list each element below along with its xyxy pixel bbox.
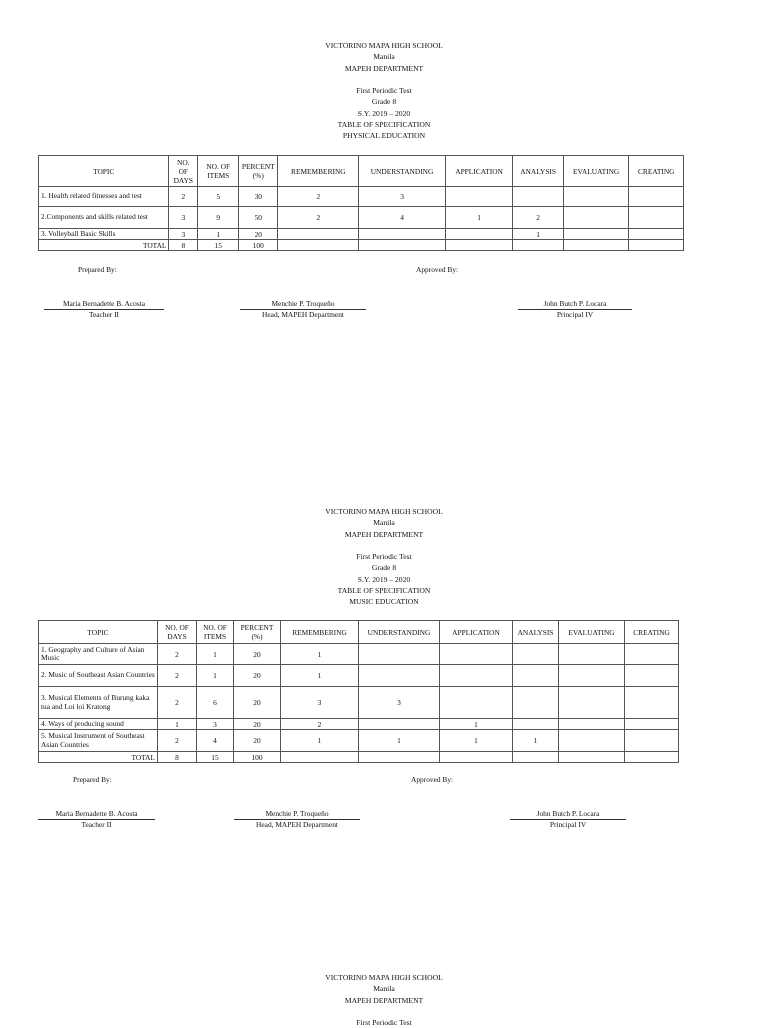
cell — [629, 187, 684, 207]
cell — [625, 752, 679, 763]
cell: 4 — [197, 730, 234, 752]
tos-title: TABLE OF SPECIFICATION — [337, 586, 431, 596]
col-percent: PERCENT (%) — [239, 156, 278, 187]
cell: 6 — [197, 687, 234, 719]
table-row — [39, 187, 684, 207]
cell — [559, 719, 625, 730]
signatory-name: Menchie P. Troqueño — [234, 809, 360, 820]
cell — [359, 644, 440, 665]
cell — [513, 665, 559, 687]
col-topic: TOPIC — [39, 156, 169, 187]
cell — [445, 240, 513, 251]
cell: 2 — [158, 665, 197, 687]
cell: 9 — [198, 207, 239, 229]
school-year: S.Y. 2019 – 2020 — [357, 108, 411, 118]
cell-total: 15 — [198, 240, 239, 251]
signatory-principal — [518, 299, 632, 320]
cell — [513, 687, 559, 719]
approved-by-label: Approved By: — [411, 775, 454, 784]
department-name: MAPEH DEPARTMENT — [344, 995, 424, 1005]
cell: 1 — [513, 229, 563, 240]
cell — [440, 687, 513, 719]
cell — [513, 187, 563, 207]
signatory-name: Menchie P. Troqueño — [240, 299, 366, 310]
cell: 2 — [513, 207, 563, 229]
table-total-row — [39, 240, 684, 251]
department-name: MAPEH DEPARTMENT — [344, 63, 424, 73]
table-row — [39, 719, 679, 730]
school-name: VICTORINO MAPA HIGH SCHOOL — [325, 973, 443, 982]
school-name: VICTORINO MAPA HIGH SCHOOL — [325, 507, 443, 516]
test-name: First Periodic Test — [356, 552, 412, 562]
school-city: Manila — [373, 52, 395, 62]
cell: 5 — [198, 187, 239, 207]
cell: 20 — [234, 644, 281, 665]
spacer — [0, 74, 768, 85]
signatory-principal — [510, 809, 626, 830]
cell-total: 15 — [197, 752, 234, 763]
cell — [281, 752, 359, 763]
cell — [359, 719, 440, 730]
tos-title: TABLE OF SPECIFICATION — [337, 120, 431, 130]
cell — [513, 240, 563, 251]
cell: 1 — [197, 644, 234, 665]
col-understanding: UNDERSTANDING — [359, 156, 445, 187]
cell: 3 — [359, 687, 440, 719]
school-city: Manila — [373, 518, 395, 528]
cell: 2 — [278, 207, 359, 229]
cell: 4 — [359, 207, 445, 229]
cell: 1 — [281, 665, 359, 687]
col-application: APPLICATION — [445, 156, 513, 187]
cell-total: 8 — [169, 240, 198, 251]
col-items: NO. OF ITEMS — [197, 621, 234, 644]
cell: 2 — [158, 644, 197, 665]
test-name: First Periodic Test — [356, 1018, 412, 1028]
cell-topic: 3. Musical Elements of Burung kaka tua and Loi loi Kratong — [39, 687, 158, 719]
signatory-title: Teacher II — [88, 310, 120, 319]
col-creating: CREATING — [629, 156, 684, 187]
cell — [278, 229, 359, 240]
cell: 1 — [158, 719, 197, 730]
cell — [559, 752, 625, 763]
cell — [625, 730, 679, 752]
cell-topic: 2.Components and skills related test — [39, 207, 169, 229]
cell: 20 — [234, 719, 281, 730]
signatory-name: John Butch P. Locara — [510, 809, 626, 820]
cell-topic: 2. Music of Southeast Asian Countries — [39, 665, 158, 687]
cell — [559, 730, 625, 752]
table-header-row — [39, 621, 679, 644]
cell: 2 — [158, 687, 197, 719]
cell: 1 — [198, 229, 239, 240]
col-analysis: ANALYSIS — [513, 621, 559, 644]
cell: 1 — [281, 730, 359, 752]
cell — [629, 229, 684, 240]
cell — [278, 240, 359, 251]
col-creating: CREATING — [625, 621, 679, 644]
cell: 20 — [239, 229, 278, 240]
spacer — [0, 1006, 768, 1017]
cell: 1 — [359, 730, 440, 752]
table-row — [39, 687, 679, 719]
col-analysis: ANALYSIS — [513, 156, 563, 187]
signatory-name: Maria Bernadette B. Acosta — [38, 809, 155, 820]
cell — [563, 207, 629, 229]
cell-topic: 1. Geography and Culture of Asian Music — [39, 644, 158, 665]
cell — [563, 229, 629, 240]
cell: 50 — [239, 207, 278, 229]
cell — [359, 665, 440, 687]
cell — [513, 644, 559, 665]
cell-topic: 1. Health related fitnesses and test — [39, 187, 169, 207]
signatory-teacher — [38, 809, 155, 830]
cell-topic: 3. Volleyball Basic Skills — [39, 229, 169, 240]
signatory-title: Teacher II — [81, 820, 112, 829]
col-remembering: REMEMBERING — [281, 621, 359, 644]
cell: 1 — [440, 730, 513, 752]
cell-total-label: TOTAL — [39, 240, 169, 251]
cell: 20 — [234, 687, 281, 719]
school-name: VICTORINO MAPA HIGH SCHOOL — [325, 41, 443, 50]
cell — [559, 687, 625, 719]
cell: 2 — [278, 187, 359, 207]
cell — [359, 240, 445, 251]
signatory-head — [234, 809, 360, 830]
signatory-title: Principal IV — [549, 820, 587, 829]
cell: 3 — [359, 187, 445, 207]
cell — [563, 240, 629, 251]
col-understanding: UNDERSTANDING — [359, 621, 440, 644]
cell — [440, 752, 513, 763]
cell: 1 — [445, 207, 513, 229]
table-row — [39, 644, 679, 665]
table-row — [39, 229, 684, 240]
cell — [513, 719, 559, 730]
cell — [629, 207, 684, 229]
cell — [625, 687, 679, 719]
cell: 1 — [513, 730, 559, 752]
grade-level: Grade 8 — [371, 97, 397, 107]
school-city: Manila — [373, 984, 395, 994]
cell — [629, 240, 684, 251]
signatory-head — [240, 299, 366, 320]
col-evaluating: EVALUATING — [563, 156, 629, 187]
signatory-title: Principal IV — [556, 310, 594, 319]
signatory-name: Maria Bernadette B. Acosta — [44, 299, 164, 310]
col-application: APPLICATION — [440, 621, 513, 644]
cell — [625, 644, 679, 665]
cell: 1 — [197, 665, 234, 687]
test-name: First Periodic Test — [356, 86, 412, 96]
doc1-header — [0, 40, 768, 142]
cell — [440, 665, 513, 687]
doc2-header — [0, 506, 768, 608]
signatory-name: John Butch P. Locara — [518, 299, 632, 310]
signatory-teacher — [44, 299, 164, 320]
subject-title: PHYSICAL EDUCATION — [342, 131, 426, 141]
cell: 20 — [234, 730, 281, 752]
table-header-row — [39, 156, 684, 187]
table-total-row — [39, 752, 679, 763]
doc3-header — [0, 972, 768, 1028]
cell — [513, 752, 559, 763]
cell: 2 — [281, 719, 359, 730]
table-row — [39, 730, 679, 752]
prepared-by-label: Prepared By: — [73, 775, 112, 784]
signatory-title: Head, MAPEH Department — [256, 820, 338, 829]
spacer — [0, 540, 768, 551]
doc2-tos-table — [38, 620, 679, 763]
doc1-tos-table — [38, 155, 684, 251]
cell — [563, 187, 629, 207]
cell: 30 — [239, 187, 278, 207]
cell-topic: 5. Musical Instrument of Southeast Asian Countries — [39, 730, 158, 752]
cell-total: 100 — [239, 240, 278, 251]
cell: 1 — [281, 644, 359, 665]
cell — [625, 665, 679, 687]
approved-by-label: Approved By: — [416, 265, 459, 274]
cell: 20 — [234, 665, 281, 687]
col-percent: PERCENT (%) — [234, 621, 281, 644]
cell — [440, 644, 513, 665]
cell-topic: 4. Ways of producing sound — [39, 719, 158, 730]
cell-total: 8 — [158, 752, 197, 763]
cell — [625, 719, 679, 730]
cell-total: 100 — [234, 752, 281, 763]
cell — [445, 187, 513, 207]
school-year: S.Y. 2019 – 2020 — [357, 574, 411, 584]
cell: 3 — [169, 207, 198, 229]
col-topic: TOPIC — [39, 621, 158, 644]
col-evaluating: EVALUATING — [559, 621, 625, 644]
cell — [559, 665, 625, 687]
table-row — [39, 665, 679, 687]
cell: 3 — [169, 229, 198, 240]
cell-total-label: TOTAL — [39, 752, 158, 763]
cell — [445, 229, 513, 240]
prepared-by-label: Prepared By: — [78, 265, 117, 274]
cell: 3 — [281, 687, 359, 719]
cell — [559, 644, 625, 665]
grade-level: Grade 8 — [371, 563, 397, 573]
col-items: NO. OF ITEMS — [198, 156, 239, 187]
signatory-title: Head, MAPEH Department — [262, 310, 344, 319]
cell: 2 — [169, 187, 198, 207]
cell: 2 — [158, 730, 197, 752]
table-row — [39, 207, 684, 229]
subject-title: MUSIC EDUCATION — [349, 597, 419, 607]
col-days: NO. OF DAYS — [169, 156, 198, 187]
cell — [359, 229, 445, 240]
cell: 3 — [197, 719, 234, 730]
col-days: NO. OF DAYS — [158, 621, 197, 644]
cell — [359, 752, 440, 763]
cell: 1 — [440, 719, 513, 730]
col-remembering: REMEMBERING — [278, 156, 359, 187]
department-name: MAPEH DEPARTMENT — [344, 529, 424, 539]
